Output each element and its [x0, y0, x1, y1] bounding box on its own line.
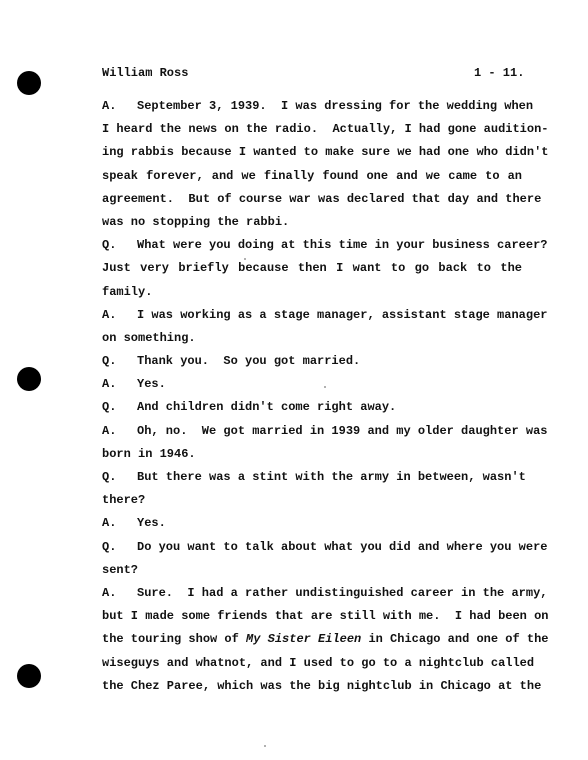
transcript-line — [102, 396, 522, 419]
line-text: but I made some friends that are still with me. I had been on — [102, 609, 549, 624]
speck — [324, 386, 326, 388]
transcript-line — [102, 165, 522, 188]
transcript-line — [102, 188, 542, 211]
transcript-line — [102, 489, 522, 512]
line-text: speak forever, and we finally found one and we came to an — [102, 168, 522, 183]
transcript-line — [102, 350, 522, 373]
transcript-line — [102, 675, 542, 698]
transcript-line — [102, 512, 522, 535]
transcript-line — [102, 211, 522, 234]
speck — [264, 745, 266, 747]
speck — [244, 258, 246, 260]
transcript-line — [102, 304, 548, 327]
binder-hole-bottom — [17, 664, 41, 688]
transcript-line — [102, 466, 526, 489]
page-number: 1 - 11. — [474, 66, 525, 80]
transcript-line — [102, 281, 522, 304]
line-text: was no stopping the rabbi. — [102, 214, 290, 229]
transcript-line — [102, 605, 549, 628]
transcript-line — [102, 559, 522, 582]
line-text: I heard the news on the radio. Actually, I had gone audition- — [102, 122, 549, 137]
play-title: My Sister Eileen — [246, 632, 362, 647]
transcript-line — [102, 536, 548, 559]
transcript-line — [102, 628, 549, 651]
line-text: there? — [102, 493, 146, 508]
speaker-label: A. — [102, 99, 117, 113]
transcript-line — [102, 443, 522, 466]
transcript-line — [102, 234, 548, 257]
transcript-line — [102, 373, 522, 396]
line-text: wiseguys and whatnot, and I used to go to a nightclub called — [102, 655, 535, 670]
transcript-line — [102, 652, 535, 675]
transcript-line — [102, 257, 522, 280]
transcript-line — [102, 420, 548, 443]
transcript-line — [102, 118, 549, 141]
line-text-after: in Chicago and one of the — [361, 632, 549, 647]
line-text: born in 1946. — [102, 446, 196, 461]
speaker-label: A. — [102, 585, 117, 600]
speaker-label: Q. — [102, 354, 117, 369]
line-text: ing rabbis because I wanted to make sure we had one who didn't — [102, 145, 549, 160]
header-name: William Ross — [102, 66, 189, 80]
speaker-label: A. — [102, 377, 117, 392]
transcript-line — [102, 327, 522, 350]
line-text: sent? — [102, 562, 139, 577]
line-text: agreement. But of course war was declared that day and there — [102, 191, 542, 206]
transcript-line — [102, 582, 548, 605]
line-text: Yes. — [137, 516, 166, 531]
line-text: Do you want to talk about what you did and where you were — [137, 539, 548, 554]
binder-hole-top — [17, 71, 41, 95]
line-text: September 3, 1939. I was dressing for the wedding when — [137, 99, 534, 113]
line-text: I was working as a stage manager, assistant stage manager — [137, 307, 548, 322]
line-text: And children didn't come right away. — [137, 400, 397, 415]
transcript-line — [102, 141, 549, 164]
line-text: on something. — [102, 330, 196, 345]
line-text: Yes. — [137, 377, 166, 392]
line-text: But there was a stint with the army in between, wasn't — [137, 470, 526, 484]
speaker-label: A. — [102, 423, 117, 438]
speaker-label: Q. — [102, 238, 117, 253]
speaker-label: Q. — [102, 539, 117, 554]
speaker-label: Q. — [102, 470, 117, 484]
line-text: family. — [102, 284, 153, 299]
transcript-body — [102, 95, 549, 698]
line-text: the Chez Paree, which was the big nightclub in Chicago at the — [102, 678, 542, 693]
transcript-line — [102, 95, 534, 118]
line-text: What were you doing at this time in your business career? — [137, 238, 548, 253]
line-text: Thank you. So you got married. — [137, 354, 361, 369]
line-text: Sure. I had a rather undistinguished career in the army, — [137, 585, 548, 600]
line-text: Just very briefly because then I want to go back to the — [102, 261, 522, 276]
speaker-label: Q. — [102, 400, 117, 415]
binder-hole-middle — [17, 367, 41, 391]
line-text-before: the touring show of — [102, 632, 247, 647]
speaker-label: A. — [102, 516, 117, 531]
speaker-label: A. — [102, 307, 117, 322]
line-text: Oh, no. We got married in 1939 and my older daughter was — [137, 423, 548, 438]
